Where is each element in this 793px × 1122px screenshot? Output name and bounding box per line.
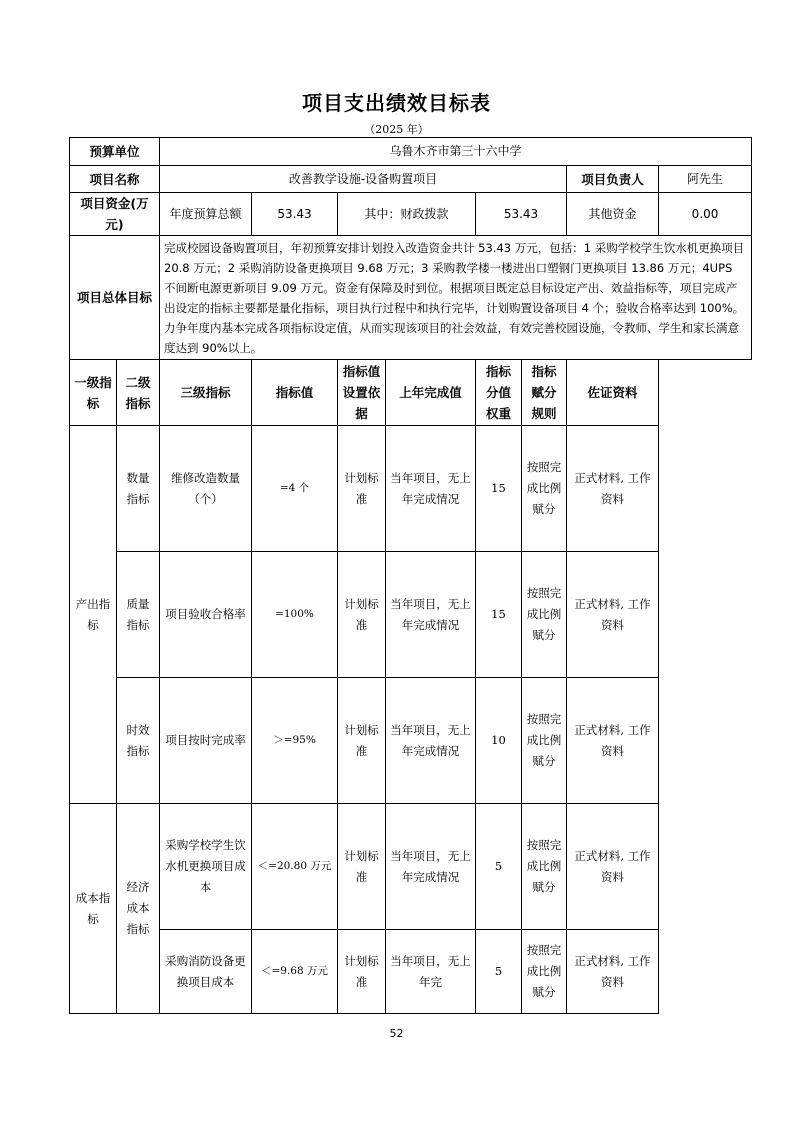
header-basis: 指标值设置依据 bbox=[338, 360, 386, 426]
unit-label: 预算单位 bbox=[70, 138, 160, 166]
weight-cell: 10 bbox=[476, 678, 522, 804]
evidence-cell: 正式材料, 工作资料 bbox=[567, 426, 659, 552]
evidence-cell: 正式材料, 工作资料 bbox=[567, 930, 659, 1014]
evidence-cell: 正式材料, 工作资料 bbox=[567, 678, 659, 804]
header-value: 指标值 bbox=[252, 360, 338, 426]
level2-cell: 经济成本指标 bbox=[117, 804, 160, 1014]
leader-value: 阿先生 bbox=[659, 166, 752, 193]
header-weight: 指标分值权重 bbox=[476, 360, 522, 426]
other-funds-value: 0.00 bbox=[659, 193, 752, 236]
overall-goal-text: 完成校园设备购置项目，年初预算安排计划投入改造资金共计 53.43 万元，包括：1 采购学校学生饮水机更换项目 20.8 万元；2 采购消防设备更换项目 9.68 万元；3 采购教学楼一楼进出口塑钢门更换项目 13.86 万元；4UPS 不间断电源更新项目 9.09 万元。资金有保障及时到位。根据项目既定总目标设定产出、效益指标等，项目完成产出设定的指标主要都是量化指标，项目执行过程中和执行完毕，计划购置设备项目 4 个；验收合格率达到 100%。力争年度内基本完成各项指标设定值，从而实现该项目的社会效益，有效完善校园设施，令教师、学生和家长满意度达到 90%以上。 bbox=[160, 236, 752, 360]
weight-cell: 15 bbox=[476, 426, 522, 552]
last-year-cell: 当年项目，无上年完成情况 bbox=[386, 552, 476, 678]
performance-table bbox=[69, 137, 752, 1014]
level3-cell: 维修改造数量（个） bbox=[160, 426, 252, 552]
header-level1: 一级指标 bbox=[70, 360, 117, 426]
year-label: （2025 年） bbox=[364, 123, 429, 136]
value-cell: ＜=20.80 万元 bbox=[252, 804, 338, 930]
annual-budget-label: 年度预算总额 bbox=[160, 193, 252, 236]
level2-cell: 时效指标 bbox=[117, 678, 160, 804]
evidence-cell: 正式材料, 工作资料 bbox=[567, 552, 659, 678]
basis-cell: 计划标准 bbox=[338, 552, 386, 678]
header-evidence: 佐证资料 bbox=[567, 360, 659, 426]
project-name-value: 改善教学设施-设备购置项目 bbox=[160, 166, 567, 193]
value-cell: =4 个 bbox=[252, 426, 338, 552]
header-level3: 三级指标 bbox=[160, 360, 252, 426]
level2-cell: 数量指标 bbox=[117, 426, 160, 552]
leader-label: 项目负责人 bbox=[567, 166, 659, 193]
value-cell: =100% bbox=[252, 552, 338, 678]
page-title: 项目支出绩效目标表 bbox=[302, 91, 491, 115]
level3-cell: 项目按时完成率 bbox=[160, 678, 252, 804]
rule-cell: 按照完成比例赋分 bbox=[522, 930, 567, 1014]
table-row bbox=[70, 930, 752, 1014]
table-row bbox=[70, 426, 752, 552]
rule-cell: 按照完成比例赋分 bbox=[522, 426, 567, 552]
header-rule: 指标赋分规则 bbox=[522, 360, 567, 426]
level3-cell: 采购学校学生饮水机更换项目成本 bbox=[160, 804, 252, 930]
value-cell: ＞=95% bbox=[252, 678, 338, 804]
header-level2: 二级指标 bbox=[117, 360, 160, 426]
last-year-cell: 当年项目，无上年完成情况 bbox=[386, 804, 476, 930]
table-row bbox=[70, 804, 752, 930]
last-year-cell: 当年项目，无上年完成情况 bbox=[386, 426, 476, 552]
basis-cell: 计划标准 bbox=[338, 804, 386, 930]
value-cell: ＜=9.68 万元 bbox=[252, 930, 338, 1014]
weight-cell: 5 bbox=[476, 804, 522, 930]
weight-cell: 15 bbox=[476, 552, 522, 678]
unit-value: 乌鲁木齐市第三十六中学 bbox=[160, 138, 752, 166]
rule-cell: 按照完成比例赋分 bbox=[522, 804, 567, 930]
basis-cell: 计划标准 bbox=[338, 678, 386, 804]
header-last-year: 上年完成值 bbox=[386, 360, 476, 426]
group-cost: 成本指标 bbox=[70, 804, 117, 1014]
level2-cell: 质量指标 bbox=[117, 552, 160, 678]
basis-cell: 计划标准 bbox=[338, 930, 386, 1014]
rule-cell: 按照完成比例赋分 bbox=[522, 678, 567, 804]
other-funds-label: 其他资金 bbox=[567, 193, 659, 236]
weight-cell: 5 bbox=[476, 930, 522, 1014]
rule-cell: 按照完成比例赋分 bbox=[522, 552, 567, 678]
group-output: 产出指标 bbox=[70, 426, 117, 804]
page-number: 52 bbox=[389, 1027, 404, 1040]
last-year-cell: 当年项目，无上年完 bbox=[386, 930, 476, 1014]
fiscal-label: 其中：财政拨款 bbox=[338, 193, 476, 236]
table-row bbox=[70, 552, 752, 678]
annual-budget-value: 53.43 bbox=[252, 193, 338, 236]
basis-cell: 计划标准 bbox=[338, 426, 386, 552]
evidence-cell: 正式材料, 工作资料 bbox=[567, 804, 659, 930]
level3-cell: 采购消防设备更换项目成本 bbox=[160, 930, 252, 1014]
table-row bbox=[70, 678, 752, 804]
level3-cell: 项目验收合格率 bbox=[160, 552, 252, 678]
project-name-label: 项目名称 bbox=[70, 166, 160, 193]
overall-goal-label: 项目总体目标 bbox=[70, 236, 160, 360]
fiscal-value: 53.43 bbox=[476, 193, 567, 236]
last-year-cell: 当年项目，无上年完成情况 bbox=[386, 678, 476, 804]
fund-label: 项目资金(万元) bbox=[70, 193, 160, 236]
